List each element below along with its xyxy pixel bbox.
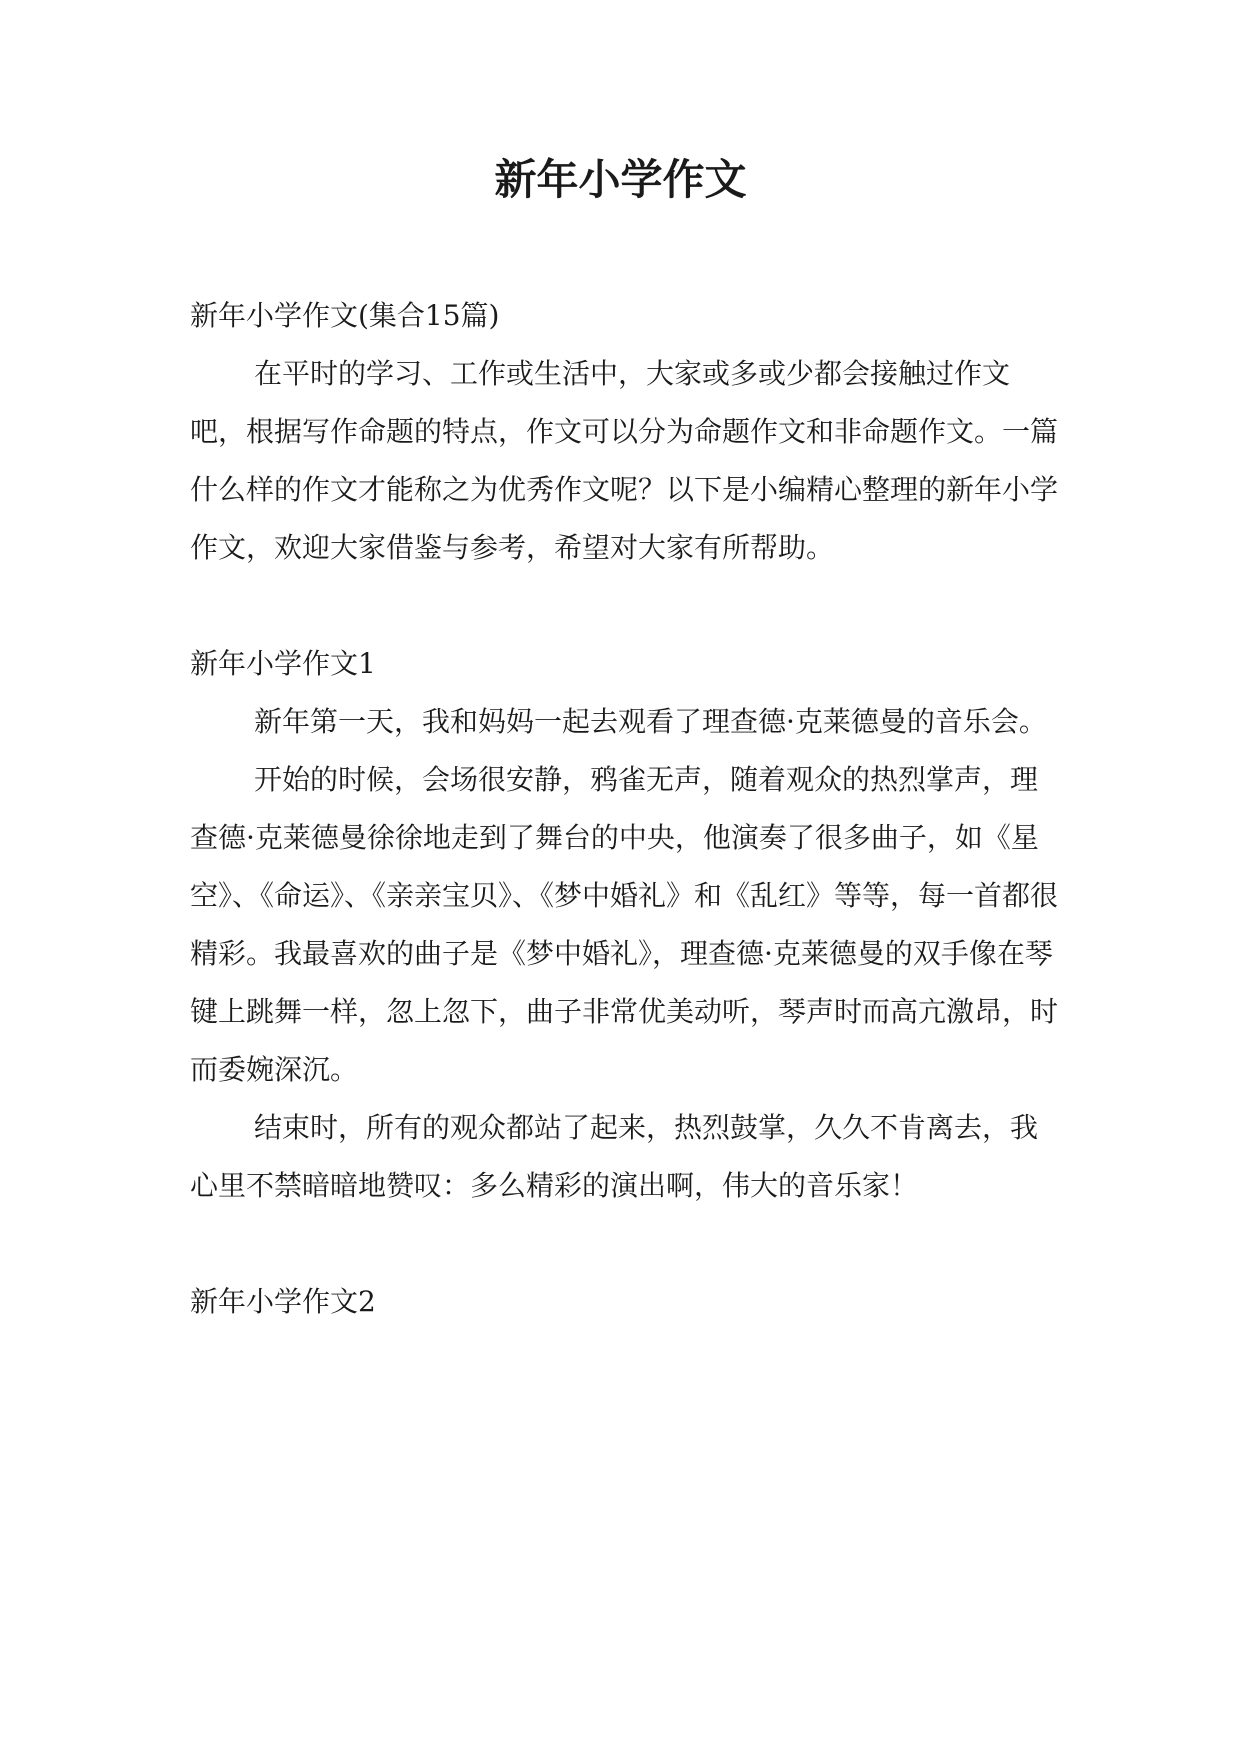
document-title: 新年小学作文 [494,155,747,204]
section-spacer [190,1215,1060,1273]
section-spacer [190,577,1060,635]
collection-subtitle: 新年小学作文(集合15篇) [190,299,500,332]
essay-heading: 新年小学作文1 [190,647,376,680]
essay-heading: 新年小学作文2 [190,1285,376,1318]
essay-paragraph: 新年第一天，我和妈妈一起去观看了理查德·克莱德曼的音乐会。 [254,705,1047,738]
document-body [190,287,1060,1331]
essay-paragraph: 结束时，所有的观众都站了起来，热烈鼓掌，久久不肯离去，我心里不禁暗暗地赞叹：多么精彩的演出啊，伟大的音乐家！ [190,1111,1039,1202]
intro-paragraph: 在平时的学习、工作或生活中，大家或多或少都会接触过作文吧，根据写作命题的特点，作文可以分为命题作文和非命题作文。一篇什么样的作文才能称之为优秀作文呢？以下是小编精心整理的新年小学作文，欢迎大家借鉴与参考，希望对大家有所帮助。 [190,357,1059,564]
essay-paragraph: 开始的时候，会场很安静，鸦雀无声，随着观众的热烈掌声，理查德·克莱德曼徐徐地走到了舞台的中央，他演奏了很多曲子，如《星空》、《命运》、《亲亲宝贝》、《梦中婚礼》和《乱红》等等，每一首都很精彩。我最喜欢的曲子是《梦中婚礼》，理查德·克莱德曼的双手像在琴键上跳舞一样，忽上忽下，曲子非常优美动听，琴声时而高亢激昂，时而委婉深沉。 [190,763,1059,1086]
